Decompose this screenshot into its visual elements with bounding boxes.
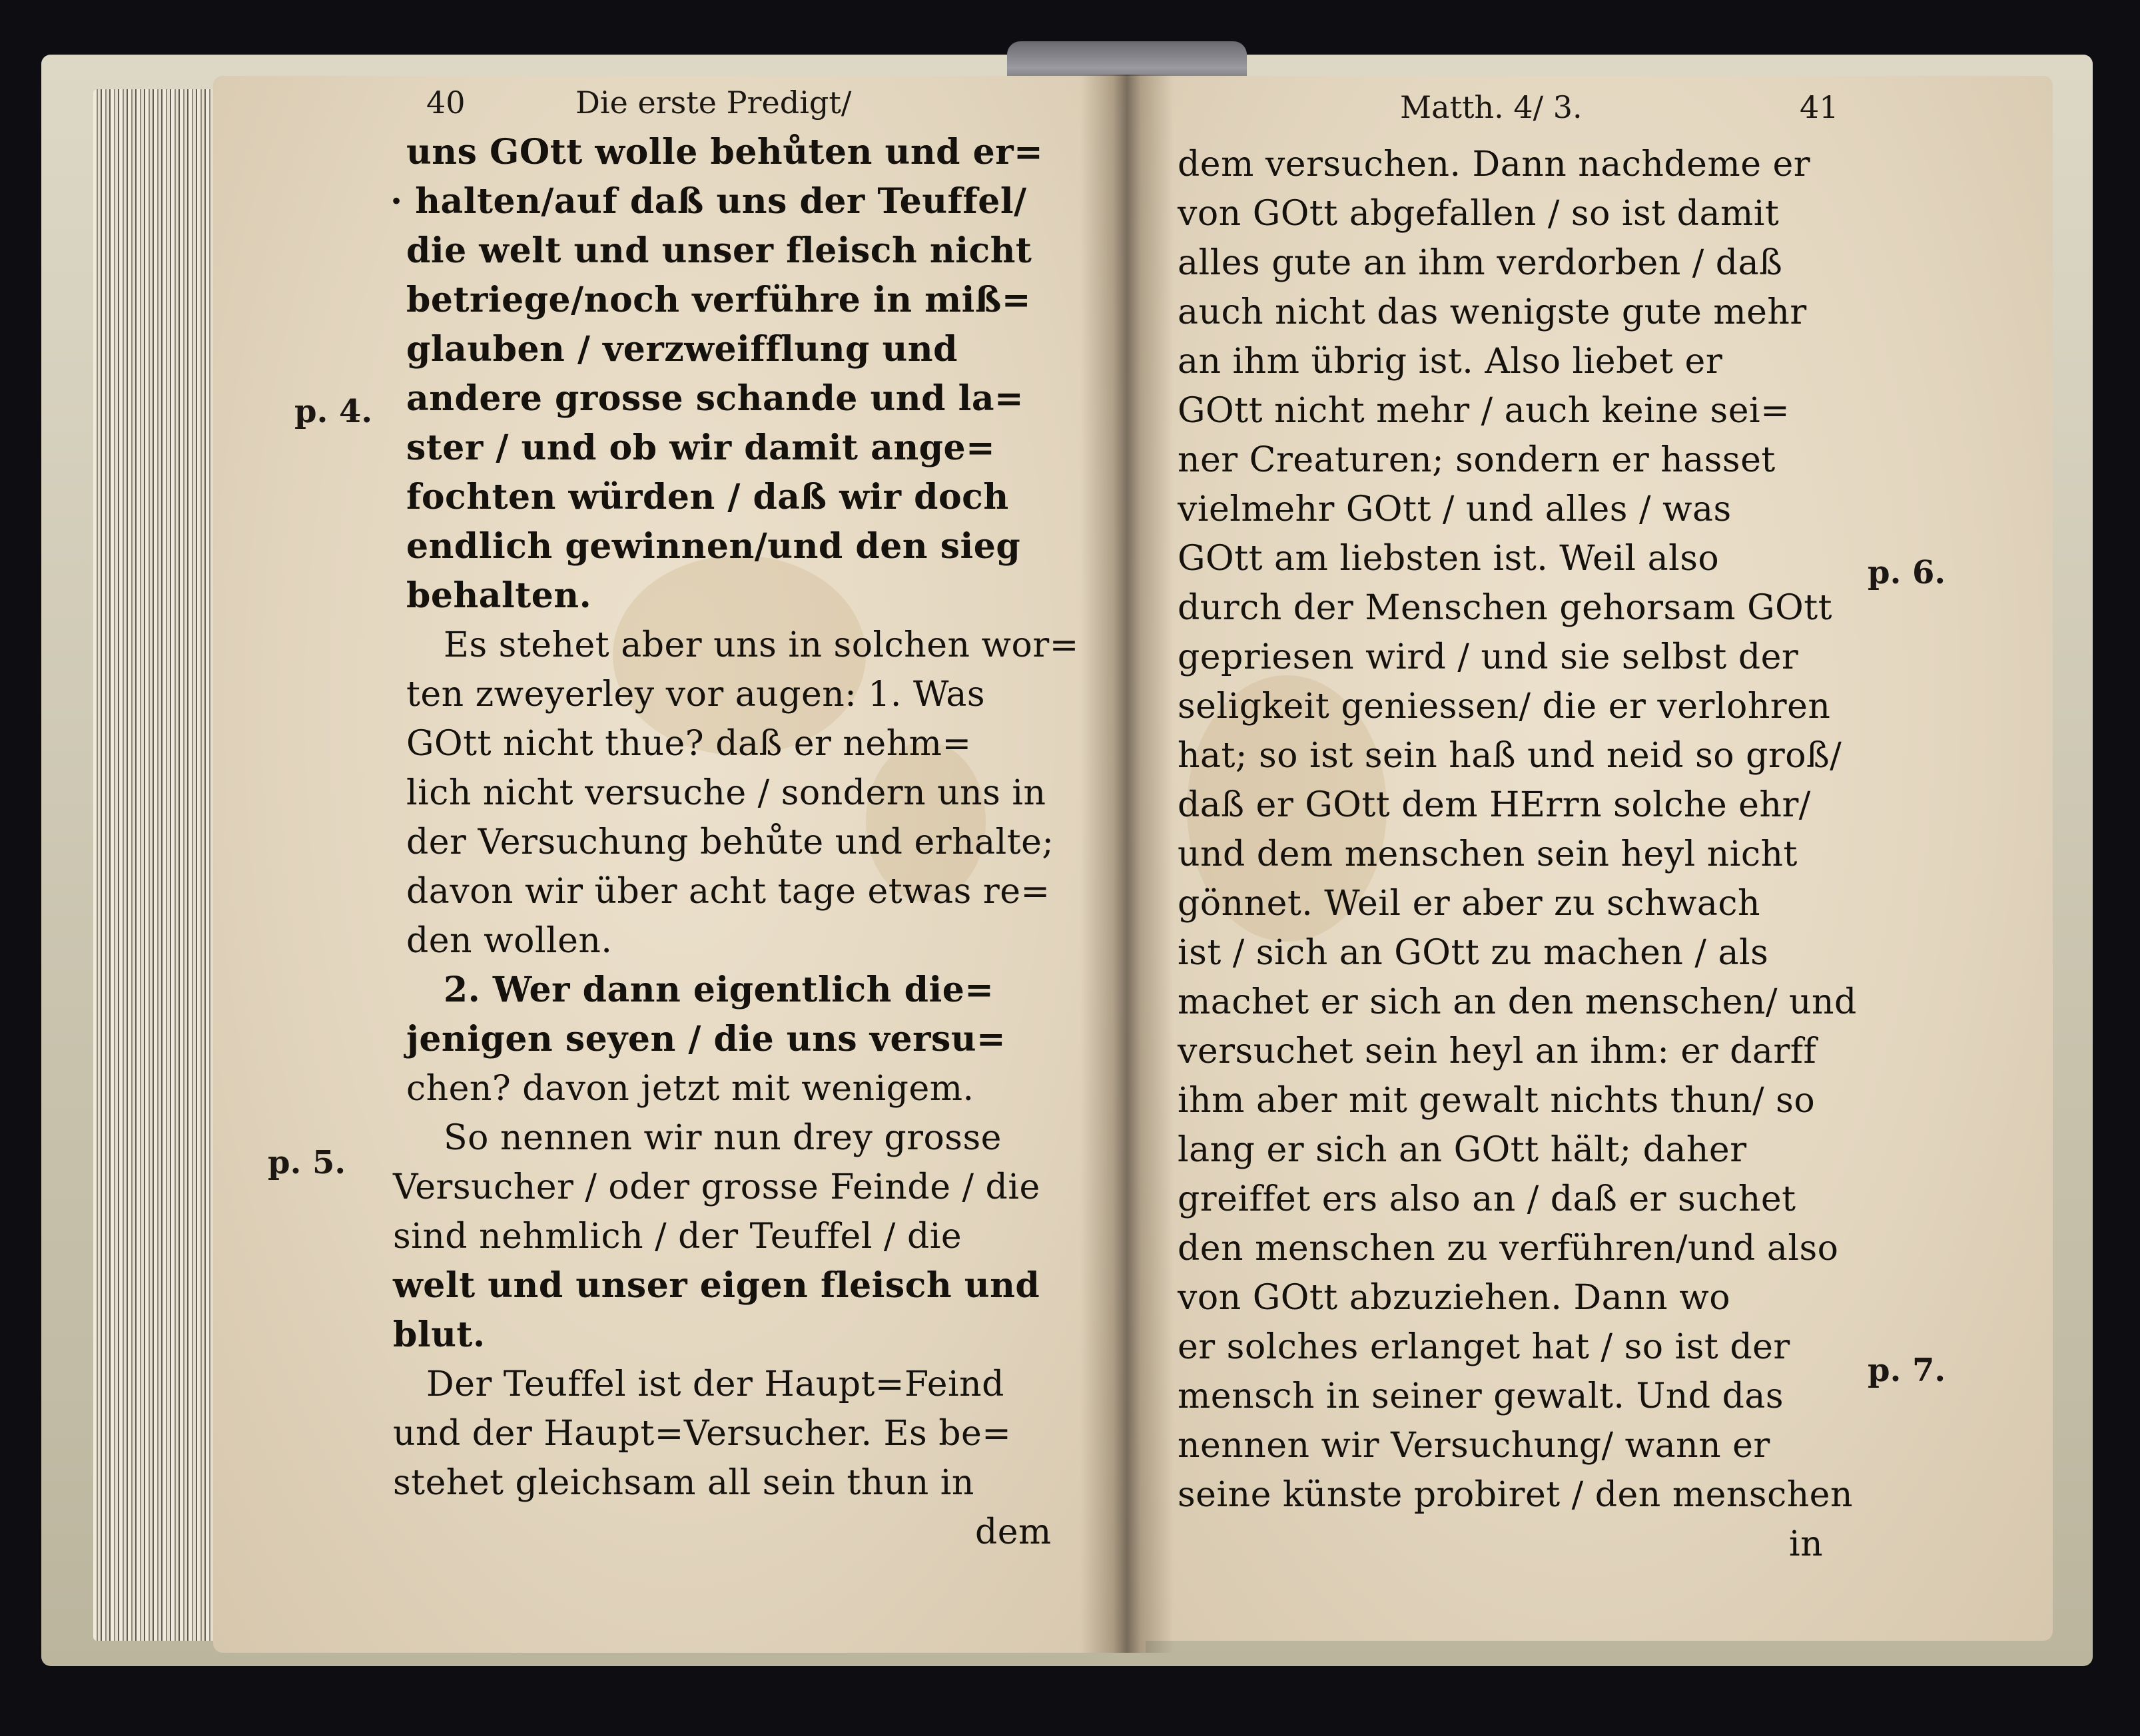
open-book <box>41 35 2093 1679</box>
running-head-right: Matth. 4/ 3. <box>1400 89 1583 125</box>
text-line: seligkeit geniessen/ die er verlohren <box>1178 687 1831 726</box>
text-line: ten zweyerley vor augen: 1. Was <box>406 675 986 715</box>
text-line: von GOtt abzuziehen. Dann wo <box>1178 1278 1731 1318</box>
text-line: chen? davon jetzt mit wenigem. <box>406 1069 974 1109</box>
text-line: ner Creaturen; sondern er hasset <box>1178 440 1776 480</box>
text-line: und der Haupt=Versucher. Es be= <box>393 1414 1012 1454</box>
text-line: alles gute an ihm verdorben / daß <box>1178 243 1783 283</box>
text-line: So nennen wir nun drey grosse <box>444 1118 1002 1158</box>
text-line: gönnet. Weil er aber zu schwach <box>1178 884 1761 924</box>
text-line: von GOtt abgefallen / so ist damit <box>1178 194 1780 234</box>
text-line: dem versuchen. Dann nachdeme er <box>1178 145 1811 184</box>
book-gutter <box>1080 75 1174 1653</box>
text-line: die welt und unser fleisch nicht <box>406 230 1032 271</box>
text-line: hat; so ist sein haß und neid so groß/ <box>1178 736 1842 776</box>
text-line: versuchet sein heyl an ihm: er darff <box>1178 1031 1817 1071</box>
catchword-left: dem <box>975 1512 1052 1552</box>
text-line: andere grosse schande und la= <box>406 378 1024 419</box>
text-line: behalten. <box>406 575 592 616</box>
text-line: lang er sich an GOtt hält; daher <box>1178 1130 1747 1170</box>
page-number-right: 41 <box>1800 89 1839 125</box>
text-line: · halten/auf daß uns der Teuffel/ <box>390 181 1027 222</box>
text-line: stehet gleichsam all sein thun in <box>393 1463 974 1503</box>
text-line: ist / sich an GOtt zu machen / als <box>1178 933 1769 973</box>
text-line: glauben / verzweifflung und <box>406 329 958 370</box>
text-line: Es stehet aber uns in solchen wor= <box>444 625 1079 665</box>
margin-note-right-2: p. 7. <box>1868 1352 1946 1389</box>
text-line: den wollen. <box>406 921 613 961</box>
text-line: ihm aber mit gewalt nichts thun/ so <box>1178 1081 1816 1121</box>
text-line: greiffet ers also an / daß er suchet <box>1178 1179 1796 1219</box>
page-edges-left <box>93 89 220 1641</box>
text-line: vielmehr GOtt / und alles / was <box>1178 489 1732 529</box>
text-line: 2. Wer dann eigentlich die= <box>444 970 994 1010</box>
text-line: uns GOtt wolle behůten und er= <box>406 132 1044 172</box>
text-line: der Versuchung behůte und erhalte; <box>406 822 1054 862</box>
margin-note-right-1: p. 6. <box>1868 554 1946 591</box>
text-line: und dem menschen sein heyl nicht <box>1178 834 1798 874</box>
text-line: Der Teuffel ist der Haupt=Feind <box>426 1364 1004 1404</box>
text-line: fochten würden / daß wir doch <box>406 477 1009 517</box>
text-line: welt und unser eigen fleisch und <box>393 1265 1040 1306</box>
text-line: Versucher / oder grosse Feinde / die <box>393 1167 1040 1207</box>
text-line: lich nicht versuche / sondern uns in <box>406 773 1046 813</box>
text-line: machet er sich an den menschen/ und <box>1178 982 1857 1022</box>
text-line: jenigen seyen / die uns versu= <box>406 1019 1006 1059</box>
text-line: mensch in seiner gewalt. Und das <box>1178 1376 1784 1416</box>
text-line: auch nicht das wenigste gute mehr <box>1178 292 1807 332</box>
text-line: GOtt nicht thue? daß er nehm= <box>406 724 972 764</box>
text-line: gepriesen wird / und sie selbst der <box>1178 637 1799 677</box>
text-line: er solches erlanget hat / so ist der <box>1178 1327 1790 1367</box>
right-page-text <box>1178 140 1857 1569</box>
margin-note-left-2: p. 5. <box>268 1144 346 1181</box>
text-line: an ihm übrig ist. Also liebet er <box>1178 342 1723 382</box>
running-head-left: Die erste Predigt/ <box>575 85 852 121</box>
text-line: blut. <box>393 1314 486 1355</box>
text-line: endlich gewinnen/und den sieg <box>406 526 1021 567</box>
text-line: GOtt am liebsten ist. Weil also <box>1178 539 1720 579</box>
text-line: nennen wir Versuchung/ wann er <box>1178 1426 1770 1466</box>
text-line: durch der Menschen gehorsam GOtt <box>1178 588 1833 628</box>
text-line: GOtt nicht mehr / auch keine sei= <box>1178 391 1790 431</box>
text-line: den menschen zu verführen/und also <box>1178 1229 1839 1269</box>
text-line: sind nehmlich / der Teuffel / die <box>393 1217 962 1257</box>
margin-note-left-1: p. 4. <box>294 393 373 430</box>
text-line: davon wir über acht tage etwas re= <box>406 872 1050 912</box>
page-number-left: 40 <box>426 85 466 121</box>
text-line: ster / und ob wir damit ange= <box>406 428 996 468</box>
text-line: seine künste probiret / den menschen <box>1178 1475 1853 1515</box>
left-page-text <box>390 128 1079 1557</box>
catchword-right: in <box>1789 1524 1824 1564</box>
text-line: daß er GOtt dem HErrn solche ehr/ <box>1178 785 1811 825</box>
text-line: betriege/noch verführe in miß= <box>406 280 1031 320</box>
